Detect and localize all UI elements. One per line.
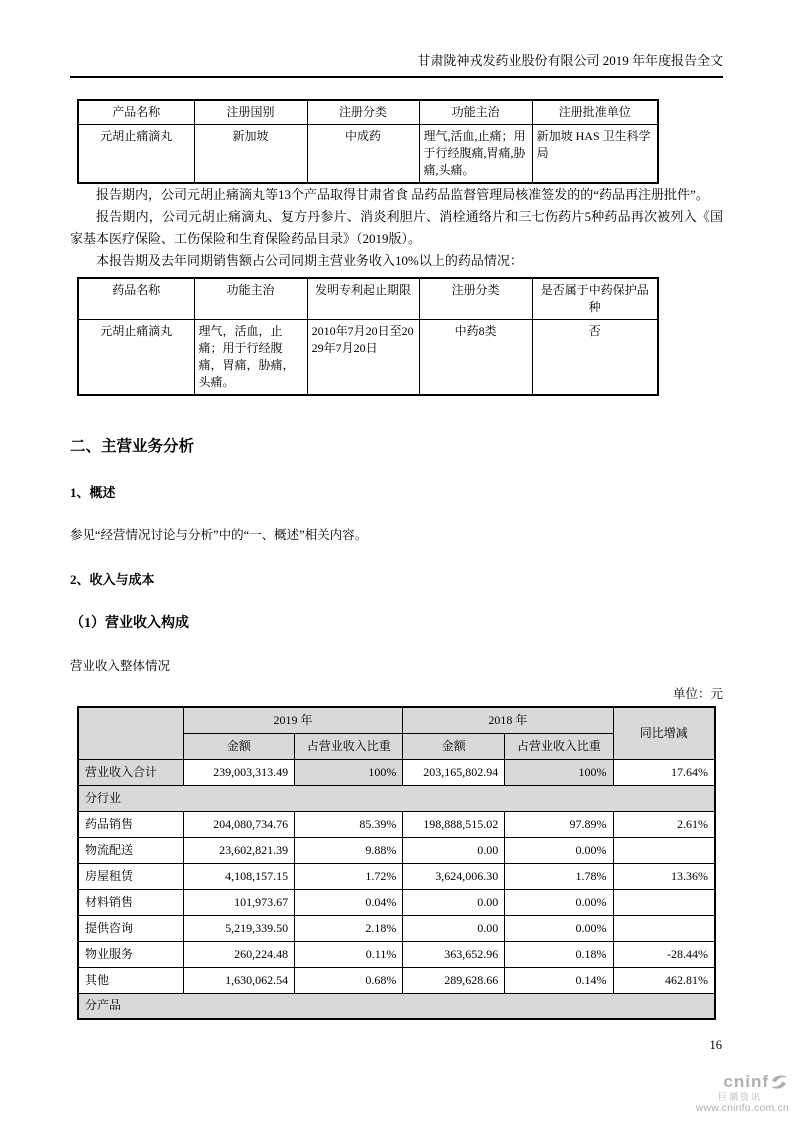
- amount-2019: 4,108,157.15: [183, 863, 294, 889]
- revenue-row: [78, 967, 715, 993]
- yoy-change: 462.81%: [613, 967, 715, 993]
- amount-header: 金额: [183, 733, 294, 759]
- cninfo-swirl-icon: [769, 1072, 789, 1092]
- logo-wordmark: [696, 1072, 789, 1092]
- amount-2019: 23,602,821.39: [183, 837, 294, 863]
- ratio-2019: 0.11%: [295, 941, 403, 967]
- ratio-2018: 0.00%: [505, 915, 613, 941]
- amount-2019: 260,224.48: [183, 941, 294, 967]
- product-name-cell: 元胡止痛滴丸: [78, 125, 194, 184]
- yoy-change: 2.61%: [613, 811, 715, 837]
- column-header: 注册批准单位: [532, 100, 658, 125]
- function-cell: 理气,活血,止痛；用于行经腹痛,胃痛,胁痛,头痛。: [419, 125, 532, 184]
- revenue-row: [78, 889, 715, 915]
- category-cell: 中成药: [307, 125, 419, 184]
- revenue-row: [78, 863, 715, 889]
- column-header: 药品名称: [78, 278, 194, 320]
- overview-reference-text: 参见“经营情况讨论与分析”中的“一、概述”相关内容。: [70, 528, 368, 542]
- ratio-2019: 0.68%: [295, 967, 403, 993]
- column-header: 注册分类: [419, 278, 532, 320]
- year-2018-header: 2018 年: [403, 707, 613, 733]
- ratio-header: 占营业收入比重: [295, 733, 403, 759]
- section-heading-main-business: 二、主营业务分析: [70, 438, 195, 455]
- yoy-header: 同比增减: [613, 707, 715, 759]
- ratio-2018: 0.14%: [505, 967, 613, 993]
- table-row: [78, 320, 658, 396]
- ratio-header: 占营业收入比重: [505, 733, 613, 759]
- yoy-change: [613, 915, 715, 941]
- amount-2019: 1,630,062.54: [183, 967, 294, 993]
- revenue-row: [78, 837, 715, 863]
- amount-2019: 239,003,313.49: [183, 759, 294, 785]
- table-header-row: [78, 100, 658, 125]
- ratio-2019: 9.88%: [295, 837, 403, 863]
- year-2019-header: 2019 年: [183, 707, 403, 733]
- revenue-row: [78, 811, 715, 837]
- amount-2018: 289,628.66: [403, 967, 505, 993]
- row-label: 房屋租赁: [78, 863, 183, 889]
- unit-label: 单位：元: [672, 687, 723, 701]
- row-label: 物业服务: [78, 941, 183, 967]
- row-label: 材料销售: [78, 889, 183, 915]
- ratio-2018: 0.00%: [505, 889, 613, 915]
- row-label: 提供咨询: [78, 915, 183, 941]
- yoy-change: [613, 837, 715, 863]
- logo-caption: 巨潮资讯: [717, 1091, 762, 1102]
- table-header-row: [78, 278, 658, 320]
- document-header: [70, 50, 723, 78]
- amount-2018: 363,652.96: [403, 941, 505, 967]
- paragraph: 本报告期及去年同期销售额占公司同期主营业务收入10%以上的药品情况：: [96, 253, 523, 268]
- row-label: 物流配送: [78, 837, 183, 863]
- section-row-industry: [78, 785, 715, 811]
- row-label: 营业收入合计: [78, 759, 183, 785]
- section-label: 分产品: [78, 993, 715, 1019]
- logo-url: www.cninfo.com.cn: [695, 1101, 789, 1114]
- ratio-2019: 2.18%: [295, 915, 403, 941]
- amount-2018: 0.00: [403, 889, 505, 915]
- registration-class-cell: 中药8类: [419, 320, 532, 396]
- revenue-composition-table: [77, 706, 716, 1020]
- patent-period-cell: 2010年7月20日至2029年7月20日: [307, 320, 419, 396]
- logo-name: cninf: [723, 1071, 769, 1091]
- revenue-row: [78, 915, 715, 941]
- row-label: 其他: [78, 967, 183, 993]
- country-cell: 新加坡: [194, 125, 307, 184]
- column-header: 注册国别: [194, 100, 307, 125]
- amount-2018: 0.00: [403, 915, 505, 941]
- function-cell: 理气，活血，止痛；用于行经腹痛，胃痛，胁痛，头痛。: [194, 320, 307, 396]
- amount-2018: 203,165,802.94: [403, 759, 505, 785]
- ratio-2019: 0.04%: [295, 889, 403, 915]
- page-number: 16: [709, 1038, 722, 1052]
- approver-cell: 新加坡 HAS 卫生科学局: [532, 125, 658, 184]
- paragraph: 报告期内，公司元胡止痛滴丸、复方丹参片、消炎利胆片、消栓通络片和三七伤药片5种药品再次被列入《国家基本医疗保险、工伤保险和生育保险药品目录》（2019版）。: [70, 209, 723, 246]
- amount-2019: 5,219,339.50: [183, 915, 294, 941]
- cninfo-logo: [696, 1072, 789, 1114]
- amount-2019: 204,080,734.76: [183, 811, 294, 837]
- amount-2018: 3,624,006.30: [403, 863, 505, 889]
- yoy-change: -28.44%: [613, 941, 715, 967]
- paragraph: 报告期内，公司元胡止痛滴丸等13个产品取得甘肃省食 品药品监督管理局核准签发的的“药品再注册批件”。: [96, 187, 709, 202]
- column-header: 注册分类: [307, 100, 419, 125]
- ratio-2019: 85.39%: [295, 811, 403, 837]
- column-header: 发明专利起止期限: [307, 278, 419, 320]
- ratio-2019: 100%: [295, 759, 403, 785]
- column-header: 功能主治: [419, 100, 532, 125]
- amount-header: 金额: [403, 733, 505, 759]
- column-header: 产品名称: [78, 100, 194, 125]
- ratio-2018: 0.00%: [505, 837, 613, 863]
- section-heading-revenue-composition: （1）营业收入构成: [70, 616, 189, 631]
- yoy-change: 13.36%: [613, 863, 715, 889]
- ratio-2018: 100%: [505, 759, 613, 785]
- section-heading-overview: 1、概述: [70, 485, 116, 500]
- ratio-2018: 1.78%: [505, 863, 613, 889]
- section-row-product: [78, 993, 715, 1019]
- ratio-2018: 97.89%: [505, 811, 613, 837]
- product-registration-table: [77, 99, 659, 184]
- section-label: 分行业: [78, 785, 715, 811]
- section-heading-income-cost: 2、收入与成本: [70, 572, 155, 587]
- amount-2018: 0.00: [403, 837, 505, 863]
- protected-variety-cell: 否: [532, 320, 658, 396]
- column-header: 功能主治: [194, 278, 307, 320]
- patent-drug-table: [77, 277, 659, 396]
- amount-2019: 101,973.67: [183, 889, 294, 915]
- ratio-2018: 0.18%: [505, 941, 613, 967]
- column-header: 是否属于中药保护品种: [532, 278, 658, 320]
- yoy-change: [613, 889, 715, 915]
- total-row: [78, 759, 715, 785]
- row-label: 药品销售: [78, 811, 183, 837]
- drug-name-cell: 元胡止痛滴丸: [78, 320, 194, 396]
- revenue-row: [78, 941, 715, 967]
- ratio-2019: 1.72%: [295, 863, 403, 889]
- table-header-row: [78, 707, 715, 733]
- revenue-overview-label: 营业收入整体情况: [70, 659, 171, 673]
- table-row: [78, 125, 658, 184]
- document-title: 甘肃陇神戎发药业股份有限公司 2019 年年度报告全文: [417, 53, 723, 68]
- amount-2018: 198,888,515.02: [403, 811, 505, 837]
- corner-cell: [78, 707, 183, 759]
- yoy-change: 17.64%: [613, 759, 715, 785]
